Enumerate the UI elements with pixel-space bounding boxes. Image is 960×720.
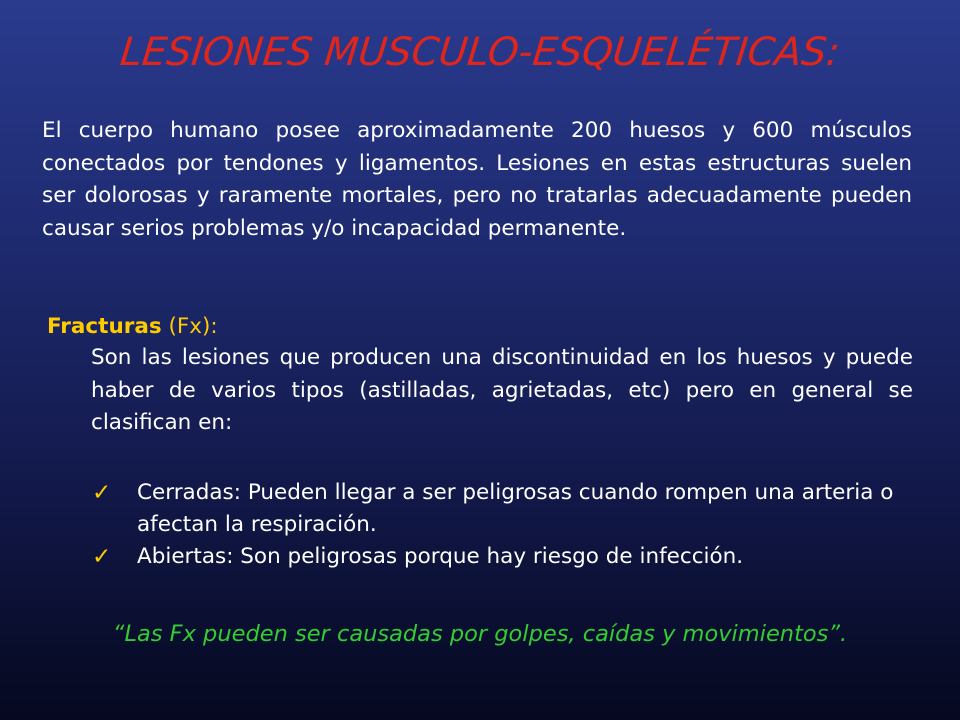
list-item-closed xyxy=(92,477,912,541)
section-heading-main: Fracturas xyxy=(47,314,162,339)
section-body: Son las lesiones que producen una discontinuidad en los huesos y puede haber de varios tipos (astilladas, agrietadas, etc) pero en general se clasifican en: xyxy=(91,345,913,435)
fracture-type-list xyxy=(92,477,912,573)
list-item-text: Abiertas: Son peligrosas porque hay riesgo de infección. xyxy=(137,544,744,569)
check-mark-icon: ✓ xyxy=(92,544,112,570)
list-item-open xyxy=(92,541,912,573)
section-heading-abbr: (Fx): xyxy=(161,314,218,339)
check-mark-icon: ✓ xyxy=(92,480,112,506)
closing-quote: “Las Fx pueden ser causadas por golpes, caídas y movimientos”. xyxy=(112,621,848,647)
slide-title: LESIONES MUSCULO-ESQUELÉTICAS: xyxy=(118,30,842,75)
intro-paragraph: El cuerpo humano posee aproximadamente 200 huesos y 600 músculos conectados por tendones y ligamentos. Lesiones en estas estructuras suelen ser dolorosas y raramente mortales, pero no tratarlas adecuadamente pueden causar serios problemas y/o incapacidad permanente. xyxy=(42,118,912,241)
list-item-text: Cerradas: Pueden llegar a ser peligrosas cuando rompen una arteria o afectan la respiración. xyxy=(137,480,894,537)
section-heading xyxy=(47,311,218,343)
